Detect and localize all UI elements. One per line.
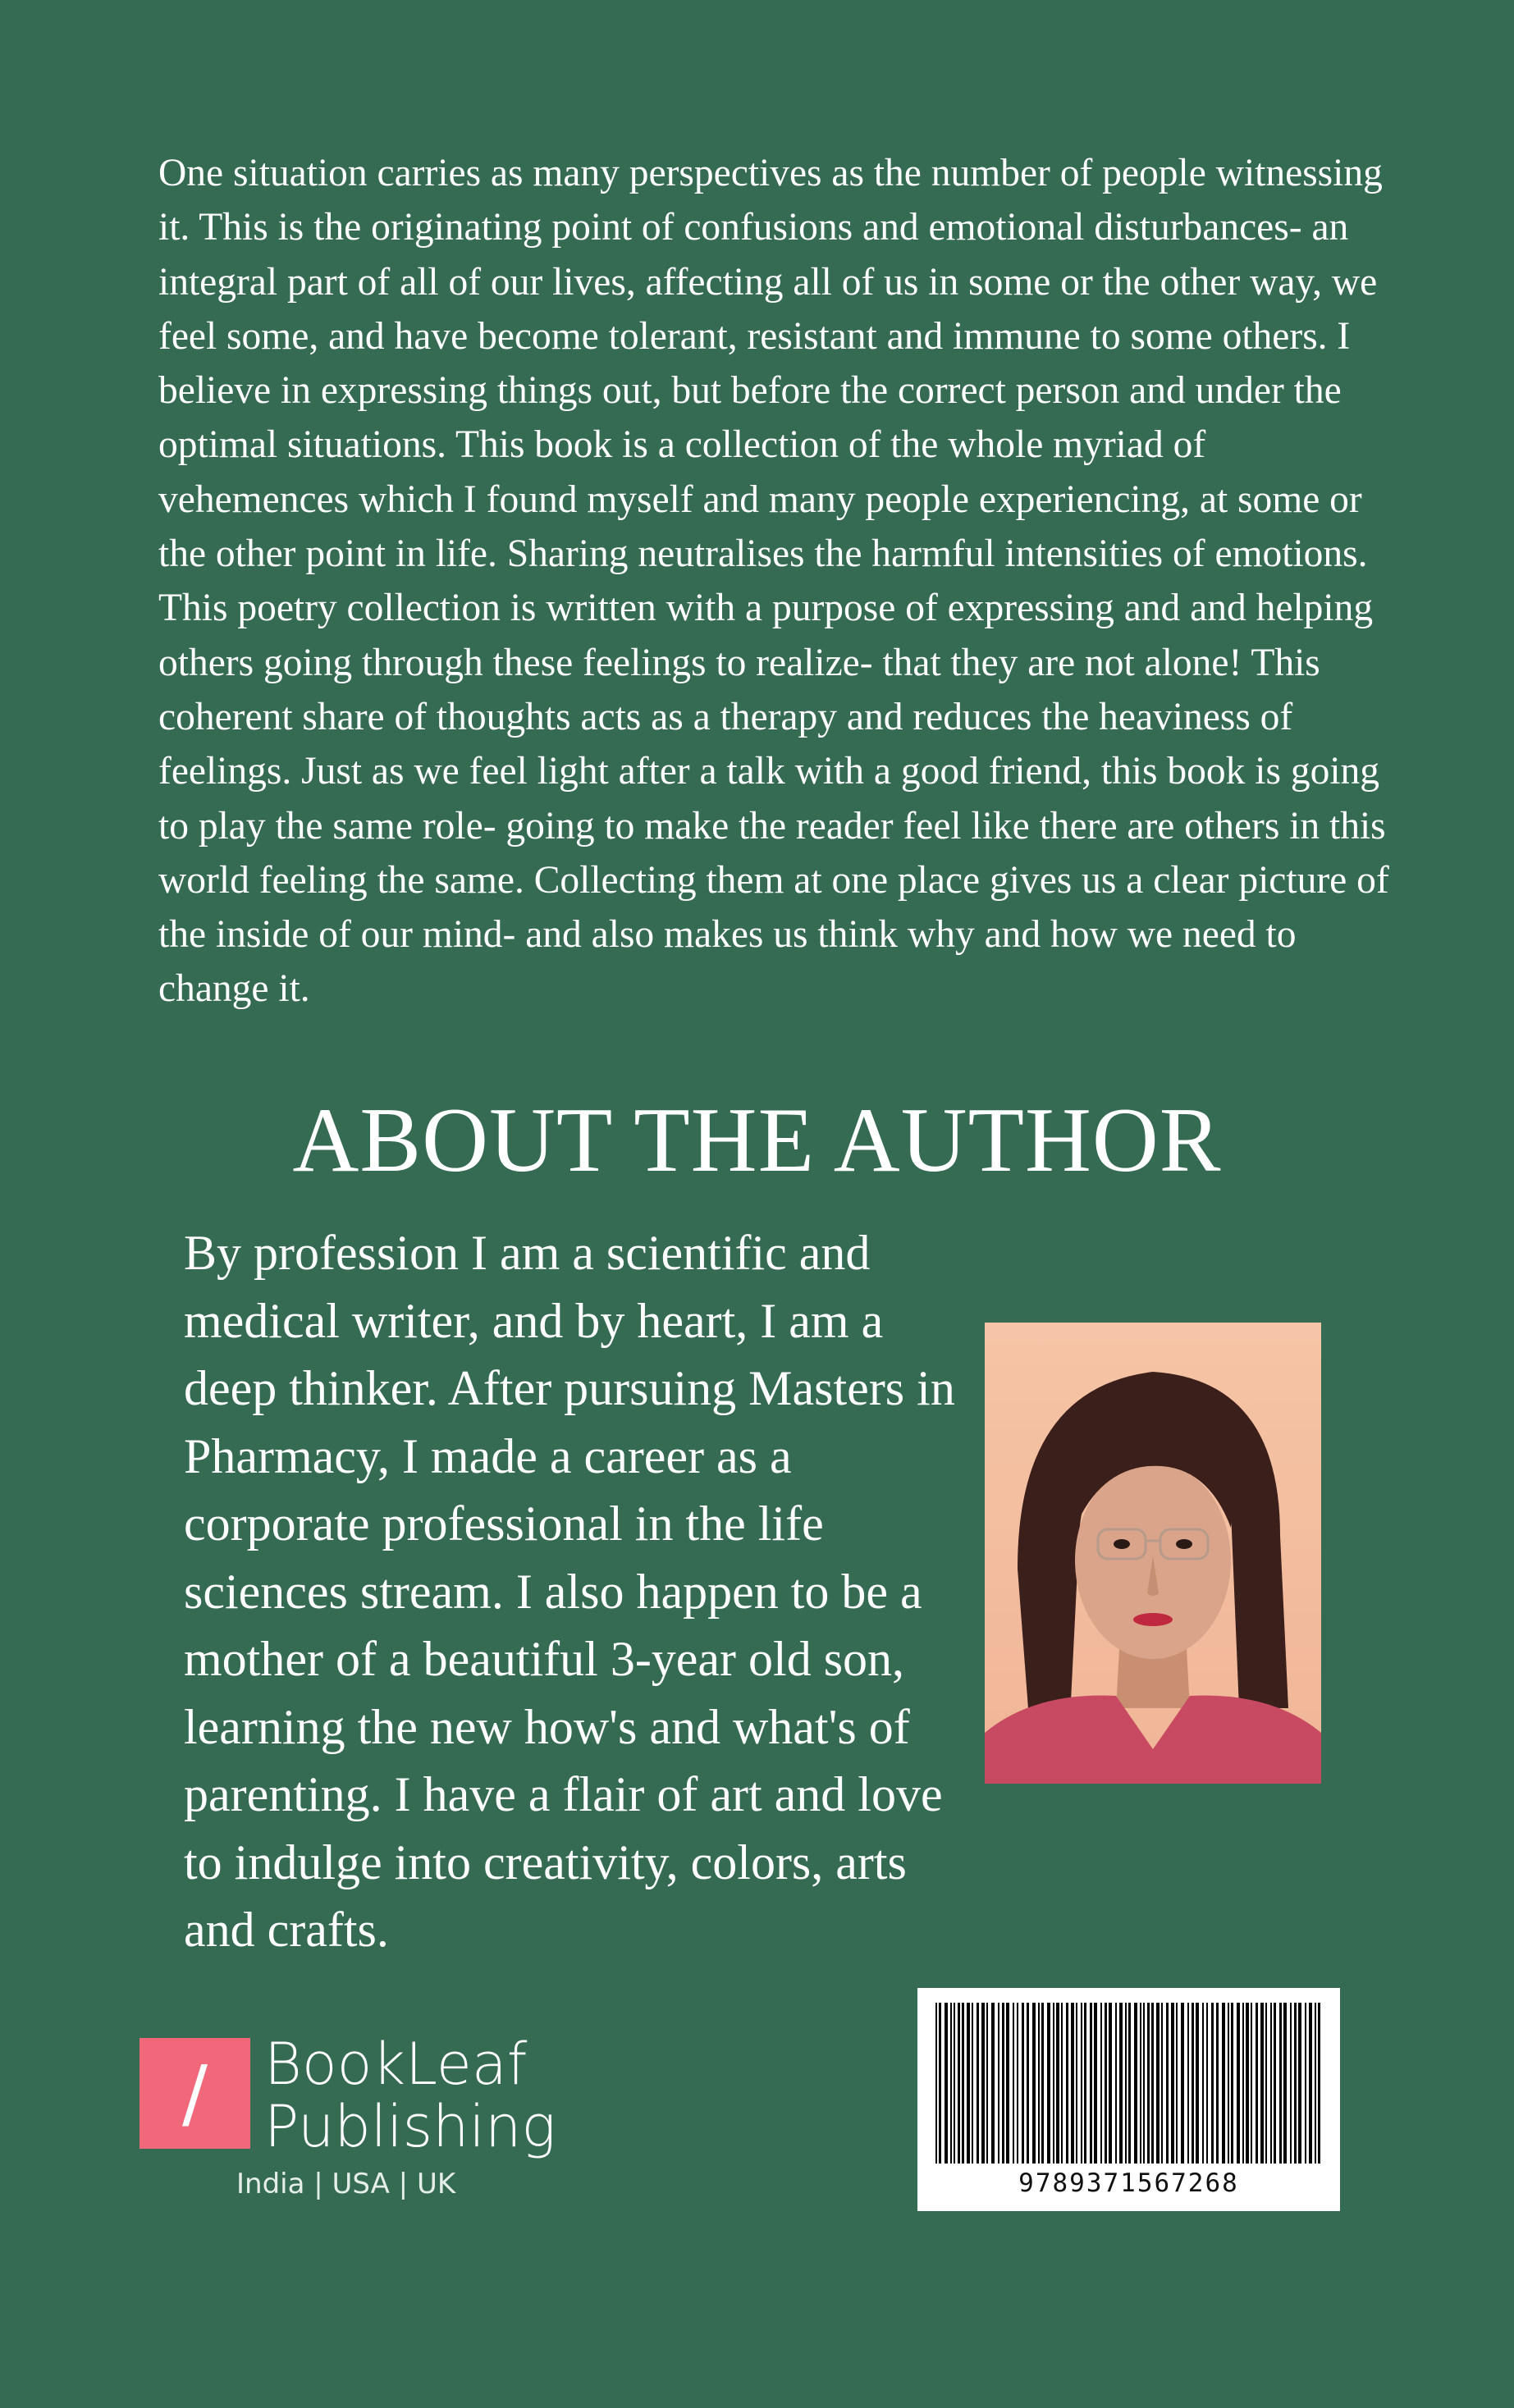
barcode-bar — [1246, 2003, 1249, 2164]
barcode-bar — [1309, 2003, 1312, 2164]
barcode-bar — [1061, 2003, 1063, 2164]
barcode-bar — [1251, 2003, 1252, 2164]
barcode-bar — [1161, 2003, 1163, 2164]
barcode-bar — [1283, 2003, 1287, 2164]
barcode-bar — [1171, 2003, 1174, 2164]
barcode-bar — [1202, 2003, 1204, 2164]
barcode-bar — [967, 2003, 970, 2164]
barcode-bar — [1076, 2003, 1077, 2164]
barcode-bar — [1090, 2003, 1092, 2164]
publisher-regions: India | USA | UK — [236, 2168, 456, 2200]
barcode-bar — [991, 2003, 995, 2164]
barcode-bar — [1222, 2003, 1225, 2164]
barcode-bar — [1151, 2003, 1154, 2164]
barcode-bar — [1237, 2003, 1240, 2164]
barcode-bar — [1143, 2003, 1145, 2164]
barcode-bar — [1002, 2003, 1004, 2164]
author-bio: By profession I am a scientific and medical writer, and by heart, I am a deep thinker. After pursuing Masters in Pharmacy, I made a career as a corporate professional in the life sciences stream. I also happen to be a mother of a beautiful 3-year old son, learning the new how's and what's of parenting. I have a flair of art and love to indulge into creativity, colors, arts and crafts. — [184, 1226, 955, 1957]
barcode-bar — [1006, 2003, 1009, 2164]
barcode-bar — [1228, 2003, 1229, 2164]
barcode-bar — [1279, 2003, 1282, 2164]
barcode-bar — [950, 2003, 952, 2164]
author-photo — [985, 1323, 1321, 1784]
barcode-bar — [1100, 2003, 1102, 2164]
barcode-bar — [1265, 2003, 1267, 2164]
barcode-bar — [1270, 2003, 1272, 2164]
barcode-bar — [1115, 2003, 1117, 2164]
barcode-bar — [1038, 2003, 1040, 2164]
book-description: One situation carries as many perspectives as the number of people witnessing it. This is the originating point of confusions and emotional disturbances- an integral part of all of our lives, affecting all of us in some or the other way, we feel some, and have become tolerant, resistant and immune to some others. I believe in expressing things out, but before the correct person and under the optimal situations. This book is a collection of the whole myriad of vehemences which I found myself and many people experiencing, at some or the other point in life. Sharing neutralises the harmful intensities of emotions. This poetry collection is written with a purpose of expressing and and helping others going through these feelings to realize- that they are not alone! This coherent share of thoughts acts as a therapy and reduces the heaviness of feelings. Just as we feel light after a talk with a good friend, this book is going to play the same role- going to make the reader feel like there are others in this world feeling the same. Collecting them at one place gives us a clear picture of the inside of our mind- and also makes us think why and how we need to change it. — [158, 152, 1389, 1011]
barcode-bar — [962, 2003, 964, 2164]
barcode-bar — [1105, 2003, 1107, 2164]
barcode-bar — [1211, 2003, 1214, 2164]
publisher-name — [264, 2033, 556, 2158]
barcode-bar — [1274, 2003, 1276, 2164]
barcode-bar — [1242, 2003, 1244, 2164]
barcode-bar — [1022, 2003, 1024, 2164]
barcode-bar — [1187, 2003, 1189, 2164]
barcode-bar — [972, 2003, 973, 2164]
barcode-bar — [1094, 2003, 1097, 2164]
barcode-bar — [1053, 2003, 1054, 2164]
barcode-bar — [1041, 2003, 1044, 2164]
barcode-bar — [1081, 2003, 1082, 2164]
isbn-number: 9789371567268 — [1018, 2168, 1239, 2198]
barcode-bar — [1315, 2003, 1316, 2164]
barcode-bar — [1298, 2003, 1301, 2164]
barcode-bar — [1260, 2003, 1264, 2164]
barcode-bar — [1294, 2003, 1297, 2164]
barcode-bar — [958, 2003, 960, 2164]
barcode-bar — [1027, 2003, 1029, 2164]
barcode-bar — [998, 2003, 999, 2164]
barcode-bar — [1125, 2003, 1127, 2164]
barcode-bar — [1206, 2003, 1208, 2164]
isbn-barcode — [917, 1988, 1340, 2211]
barcode-bar — [935, 2003, 937, 2164]
barcode-bar — [1084, 2003, 1086, 2164]
barcode-bar — [1017, 2003, 1018, 2164]
barcode-bar — [1047, 2003, 1050, 2164]
barcode-bar — [1305, 2003, 1306, 2164]
barcode-bar — [1147, 2003, 1150, 2164]
barcode-bar — [1071, 2003, 1074, 2164]
barcode-bar — [1109, 2003, 1112, 2164]
barcode-bar — [954, 2003, 955, 2164]
barcode-bar — [1166, 2003, 1169, 2164]
barcode-bar — [986, 2003, 988, 2164]
barcode-bar — [1256, 2003, 1258, 2164]
about-author-heading: ABOUT THE AUTHOR — [292, 1090, 1222, 1191]
publisher-logo — [140, 2033, 566, 2222]
barcode-bar — [1056, 2003, 1059, 2164]
author-portrait-image — [985, 1323, 1321, 1784]
barcode-bar — [1140, 2003, 1141, 2164]
barcode-bar — [977, 2003, 979, 2164]
barcode-bar — [945, 2003, 948, 2164]
barcode-bar — [1032, 2003, 1036, 2164]
publisher-name-line1: BookLeaf — [264, 2031, 528, 2098]
barcode-bar — [1216, 2003, 1219, 2164]
barcode-bar — [1128, 2003, 1131, 2164]
barcode-bar — [1196, 2003, 1199, 2164]
barcode-bar — [1013, 2003, 1014, 2164]
barcode-bar — [1231, 2003, 1233, 2164]
barcode-bar — [1176, 2003, 1178, 2164]
barcode-bar — [1318, 2003, 1320, 2164]
barcode-bar — [1192, 2003, 1194, 2164]
barcode-bar — [1134, 2003, 1137, 2164]
barcode-bar — [981, 2003, 985, 2164]
barcode-bar — [1119, 2003, 1123, 2164]
barcode-bar — [1181, 2003, 1184, 2164]
barcode-bar — [939, 2003, 941, 2164]
barcode-bar — [1290, 2003, 1292, 2164]
publisher-name-line2: Publishing — [264, 2093, 556, 2160]
barcode-bar — [1066, 2003, 1068, 2164]
publisher-slash-icon: / — [140, 2038, 250, 2149]
barcode-bar — [1156, 2003, 1160, 2164]
